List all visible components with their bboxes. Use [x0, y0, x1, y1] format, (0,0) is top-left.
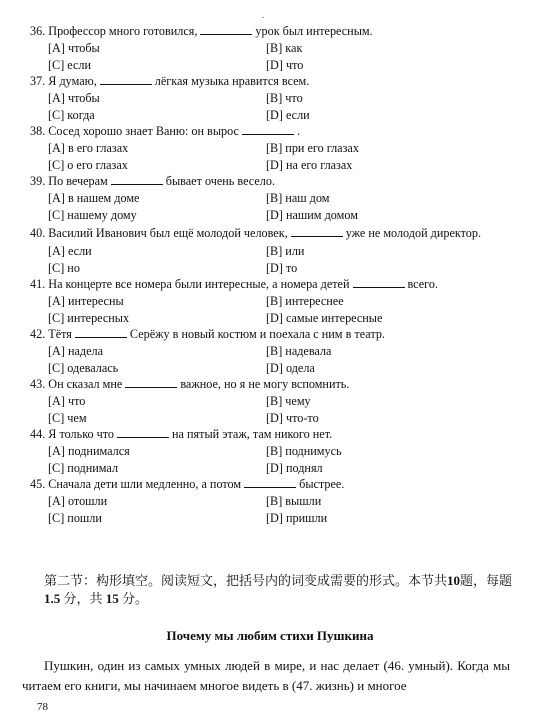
section-2-count: 10	[447, 573, 461, 588]
answer-blank	[353, 277, 405, 288]
question-stem-end: всего.	[407, 277, 438, 291]
question-text	[30, 477, 522, 492]
question-stem-end: уже не молодой директор.	[345, 226, 482, 240]
question-list	[30, 24, 522, 527]
options-grid	[48, 90, 522, 124]
option-a: [A] надела	[48, 344, 103, 358]
question-38	[30, 124, 522, 174]
option-d: [D] что	[266, 58, 304, 72]
question-stem-end: быстрее.	[299, 477, 345, 491]
question-42	[30, 327, 522, 377]
option-b: [B] надевала	[266, 344, 332, 358]
answer-blank	[244, 477, 296, 488]
section-2-text-a: 第二节：构形填空。阅读短文，把括号内的词变成需要的形式。本节共	[44, 573, 448, 588]
answer-blank	[111, 174, 163, 185]
question-number: 44.	[30, 427, 46, 441]
options-grid	[48, 140, 522, 174]
option-c: [C] когда	[48, 108, 95, 122]
options-grid	[48, 443, 522, 477]
section-2-text-c: 分，共	[63, 591, 103, 606]
section-2-score: 1.5	[44, 591, 61, 606]
option-a: [A] в нашем доме	[48, 191, 140, 205]
question-stem-start: Сначала дети шли медленно, а потом	[48, 477, 242, 491]
option-c: [C] интересных	[48, 311, 130, 325]
section-2-text-b: 题，每题	[460, 573, 513, 588]
question-39	[30, 174, 522, 224]
section-2-text-d: 分。	[122, 591, 149, 606]
question-text	[30, 327, 522, 342]
question-text	[30, 224, 522, 242]
question-text	[30, 124, 522, 139]
option-b: [B] чему	[266, 394, 311, 408]
option-d: [D] что-то	[266, 411, 319, 425]
question-40	[30, 224, 522, 277]
option-a: [A] чтобы	[48, 41, 100, 55]
option-d: [D] на его глазах	[266, 158, 353, 172]
answer-blank	[125, 377, 177, 388]
options-grid	[48, 190, 522, 224]
question-stem-start: Я только что	[48, 427, 115, 441]
story-title: Почему мы любим стихи Пушкина	[166, 628, 374, 643]
option-b: [B] наш дом	[266, 191, 330, 205]
question-stem-start: Я думаю,	[48, 74, 97, 88]
option-b: [B] или	[266, 244, 305, 258]
question-stem-start: Профессор много готовился,	[48, 24, 198, 38]
option-a: [A] если	[48, 244, 92, 258]
question-number: 40.	[30, 226, 46, 240]
options-grid	[48, 293, 522, 327]
question-stem-end: лёгкая музыка нравится всем.	[154, 74, 310, 88]
question-43	[30, 377, 522, 427]
print-dot: .	[262, 11, 264, 20]
option-d: [D] пришли	[266, 511, 328, 525]
question-stem-end: на пятый этаж, там никого нет.	[172, 427, 333, 441]
answer-blank	[75, 327, 127, 338]
question-stem-end: .	[296, 124, 300, 138]
option-c: [C] если	[48, 58, 92, 72]
question-37	[30, 74, 522, 124]
question-stem-start: Сосед хорошо знает Ваню: он вырос	[48, 124, 239, 138]
option-c: [C] нашему дому	[48, 208, 137, 222]
option-b: [B] вышли	[266, 494, 322, 508]
question-stem-start: Он сказал мне	[48, 377, 123, 391]
option-b: [B] при его глазах	[266, 141, 359, 155]
question-44	[30, 427, 522, 477]
option-b: [B] что	[266, 91, 303, 105]
question-text	[30, 74, 522, 89]
option-c: [C] но	[48, 261, 80, 275]
question-stem-start: На концерте все номера были интересные, а номера детей	[48, 277, 350, 291]
question-number: 41.	[30, 277, 46, 291]
question-text	[30, 377, 522, 392]
answer-blank	[200, 24, 252, 35]
option-d: [D] одела	[266, 361, 315, 375]
option-d: [D] если	[266, 108, 310, 122]
page-number: 78	[37, 701, 48, 713]
answer-blank	[100, 74, 152, 85]
answer-blank	[242, 124, 294, 135]
option-c: [C] чем	[48, 411, 87, 425]
options-grid	[48, 493, 522, 527]
question-number: 37.	[30, 74, 46, 88]
option-c: [C] пошли	[48, 511, 102, 525]
question-number: 43.	[30, 377, 46, 391]
option-a: [A] в его глазах	[48, 141, 129, 155]
question-45	[30, 477, 522, 527]
question-stem-start: Тётя	[48, 327, 72, 341]
question-number: 45.	[30, 477, 46, 491]
option-c: [C] одевалась	[48, 361, 119, 375]
option-d: [D] то	[266, 261, 298, 275]
options-grid	[48, 40, 522, 74]
option-d: [D] нашим домом	[266, 208, 358, 222]
option-b: [B] интереснее	[266, 294, 344, 308]
question-number: 39.	[30, 174, 46, 188]
option-a: [A] что	[48, 394, 86, 408]
question-text	[30, 277, 522, 292]
options-grid	[48, 243, 522, 277]
answer-blank	[291, 226, 343, 237]
answer-blank	[117, 427, 169, 438]
option-c: [C] о его глазах	[48, 158, 128, 172]
question-text	[30, 24, 522, 39]
option-b: [B] как	[266, 41, 303, 55]
question-stem-end: важное, но я не могу вспомнить.	[180, 377, 350, 391]
option-a: [A] поднимался	[48, 444, 130, 458]
question-number: 42.	[30, 327, 46, 341]
question-number: 36.	[30, 24, 46, 38]
option-a: [A] интересны	[48, 294, 124, 308]
option-a: [A] отошли	[48, 494, 108, 508]
question-stem-end: урок был интересным.	[255, 24, 373, 38]
question-stem-start: Василий Иванович был ещё молодой человек,	[48, 226, 288, 240]
question-41	[30, 277, 522, 327]
question-text	[30, 427, 522, 442]
question-stem-end: Серёжу в новый костюм и поехала с ним в театр.	[129, 327, 385, 341]
option-b: [B] поднимусь	[266, 444, 342, 458]
option-d: [D] поднял	[266, 461, 323, 475]
options-grid	[48, 343, 522, 377]
options-grid	[48, 393, 522, 427]
story-paragraph: Пушкин, один из самых умных людей в мире, и нас делает (46. умный). Когда мы читаем его книги, мы начинаем многое видеть в (47. жизнь) и многое	[22, 658, 510, 693]
question-number: 38.	[30, 124, 46, 138]
option-a: [A] чтобы	[48, 91, 100, 105]
question-stem-end: бывает очень весело.	[165, 174, 275, 188]
option-c: [C] поднимал	[48, 461, 119, 475]
option-d: [D] самые интересные	[266, 311, 383, 325]
section-2-total: 15	[105, 591, 119, 606]
section-2-instructions	[44, 572, 514, 608]
question-36	[30, 24, 522, 74]
question-stem-start: По вечерам	[48, 174, 108, 188]
question-text	[30, 174, 522, 189]
